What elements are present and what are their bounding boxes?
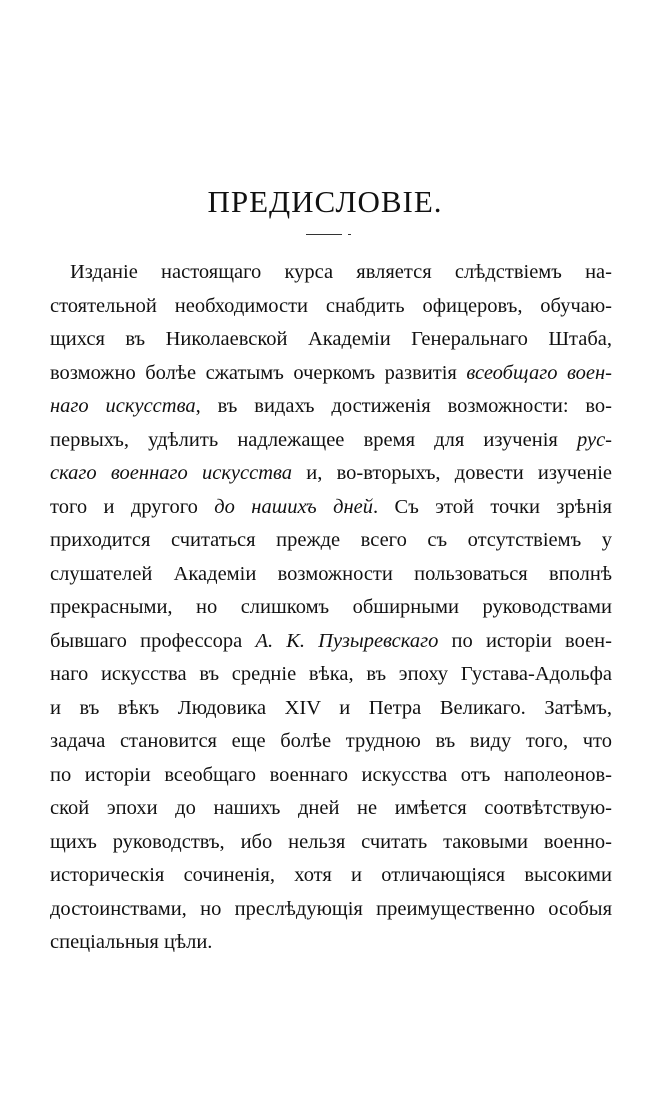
text-line bbox=[50, 457, 612, 491]
text-line bbox=[50, 692, 612, 726]
text-segment: и въ вѣкъ Людовика XIV и Петра Великаго. Затѣмъ, bbox=[50, 696, 612, 719]
italic-text: всеобщаго воен- bbox=[466, 361, 612, 384]
text-line bbox=[50, 759, 612, 793]
text-segment: Изданіе настоящаго курса является слѣдствіемъ на- bbox=[70, 261, 612, 283]
italic-text: А. К. Пузыревскаго bbox=[255, 629, 439, 652]
text-line bbox=[50, 357, 612, 391]
text-line bbox=[50, 256, 612, 290]
text-segment: приходится считаться прежде всего съ отсутствіемъ у bbox=[50, 529, 612, 551]
preface-paragraph bbox=[50, 256, 612, 960]
text-segment: бывшаго профессора bbox=[50, 629, 256, 652]
text-line bbox=[50, 658, 612, 692]
text-line bbox=[50, 926, 612, 960]
text-line bbox=[50, 323, 612, 357]
text-line bbox=[50, 558, 612, 592]
text-segment: задача становится еще болѣе трудною въ виду того, что bbox=[50, 730, 612, 752]
text-segment: спеціальныя цѣли. bbox=[50, 931, 213, 953]
text-segment: достоинствами, но преслѣдующія преимущественно особыя bbox=[50, 897, 612, 920]
title-divider bbox=[306, 234, 342, 235]
text-line bbox=[50, 591, 612, 625]
text-line bbox=[50, 859, 612, 893]
text-line bbox=[50, 625, 612, 659]
text-segment: наго искусства въ средніе вѣка, въ эпоху Густава-Адольфа bbox=[50, 663, 612, 685]
text-segment: того и другого bbox=[50, 495, 215, 518]
text-line bbox=[50, 792, 612, 826]
text-line bbox=[50, 725, 612, 759]
text-segment: по исторіи воен- bbox=[438, 629, 612, 652]
italic-text: до нашихъ дней bbox=[214, 495, 373, 518]
text-segment: историческія сочиненія, хотя и отличающіяся высокими bbox=[50, 864, 612, 886]
italic-text: скаго военнаго искусства bbox=[50, 462, 293, 484]
text-segment: прекрасными, но слишкомъ обширными руководствами bbox=[50, 596, 612, 618]
text-line bbox=[50, 390, 612, 424]
text-line bbox=[50, 893, 612, 927]
text-segment: по исторіи всеобщаго военнаго искусства отъ наполеонов- bbox=[50, 763, 612, 786]
text-segment: возможно болѣе сжатымъ очеркомъ развитія bbox=[50, 361, 467, 384]
text-line bbox=[50, 826, 612, 860]
text-segment: . Съ этой точки зрѣнія bbox=[372, 495, 612, 518]
text-segment: и, во-вторыхъ, довести изученіе bbox=[292, 462, 612, 484]
text-line bbox=[50, 424, 612, 458]
text-line bbox=[50, 491, 612, 525]
text-line bbox=[50, 524, 612, 558]
text-segment: стоятельной необходимости снабдить офицеровъ, обучаю- bbox=[50, 294, 612, 317]
text-segment: ской эпохи до нашихъ дней не имѣется соотвѣтствую- bbox=[50, 797, 612, 819]
text-segment: щихъ руководствъ, ибо нельзя считать таковыми военно- bbox=[50, 830, 612, 853]
text-segment: слушателей Академіи возможности пользоваться вполнѣ bbox=[50, 562, 612, 585]
text-segment: первыхъ, удѣлить надлежащее время для изученія bbox=[50, 428, 577, 451]
page-title: ПРЕДИСЛОВІЕ. bbox=[207, 183, 443, 219]
text-segment: щихся въ Николаевской Академіи Генеральнаго Штаба, bbox=[50, 328, 612, 350]
italic-text: наго искусства bbox=[50, 395, 196, 417]
title-divider-dot bbox=[348, 234, 351, 235]
italic-text: рус- bbox=[576, 428, 612, 451]
text-line bbox=[50, 290, 612, 324]
text-segment: , въ видахъ достиженія возможности: во- bbox=[195, 395, 613, 417]
